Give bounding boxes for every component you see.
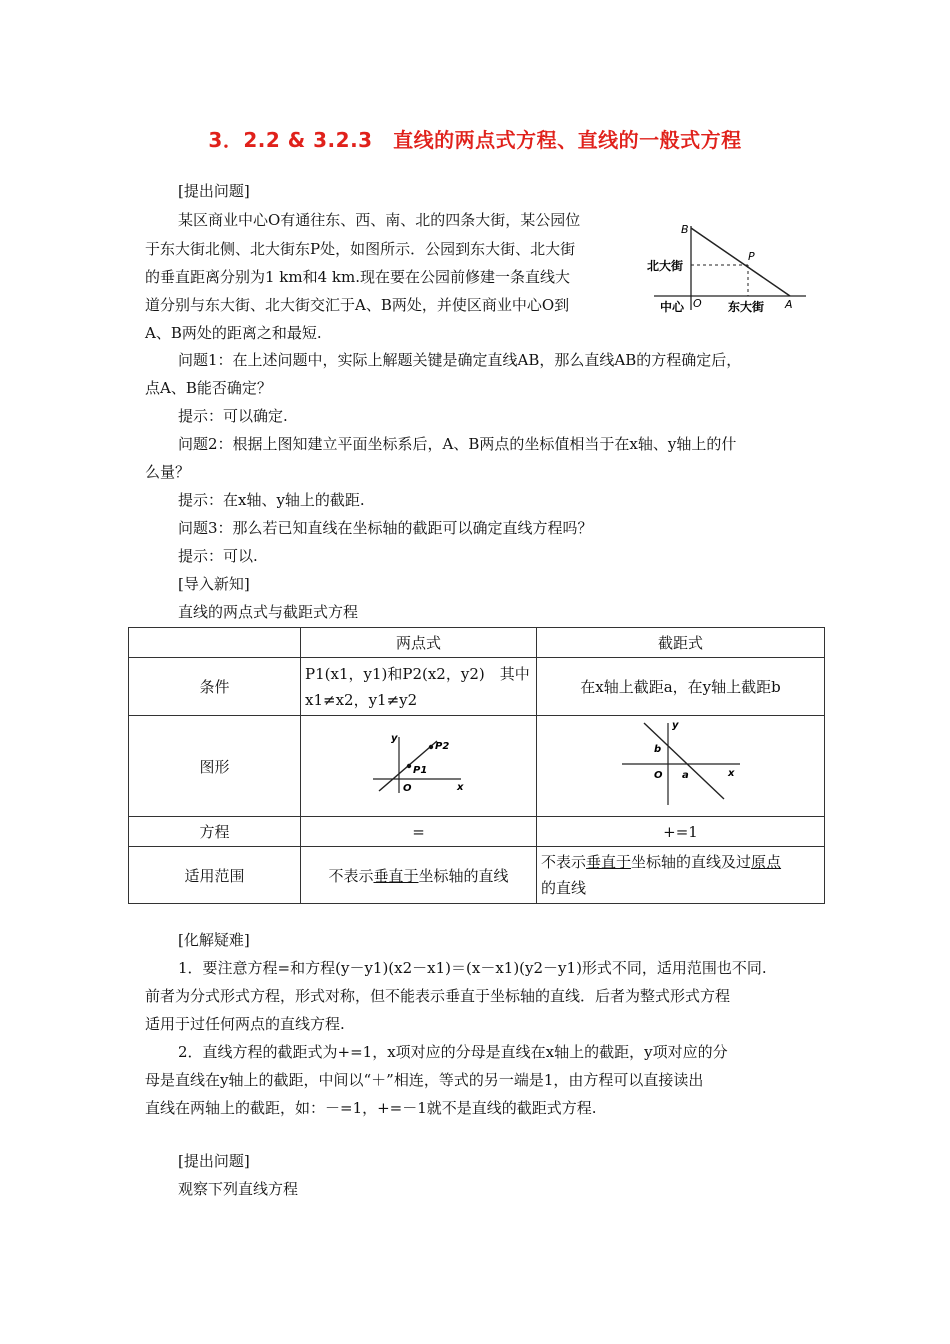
section-heading-new-knowledge: [导入新知] — [178, 575, 250, 593]
tp-label-y: y — [390, 733, 398, 744]
equation-forms-table — [128, 627, 825, 904]
ic-label-b: b — [653, 744, 661, 755]
page-title: 3．2.2 & 3.2.3 直线的两点式方程、直线的一般式方程 — [208, 128, 742, 152]
intro-line: 的垂直距离分别为1 km和4 km.现在要在公园前修建一条直线大 — [145, 268, 571, 286]
street-figure — [644, 218, 814, 318]
note-2-line: 直线在两轴上的截距，如：－=1，+=－1就不是直线的截距式方程. — [145, 1099, 597, 1117]
cell-intercept-condition: 在x轴上截距a，在y轴上截距b — [537, 658, 825, 716]
note-1-line: 1．要注意方程=和方程(y－y1)(x2－x1)＝(x－x1)(y2－y1)形式不同，适用范围也不同. — [178, 959, 767, 977]
intro-line: 某区商业中心O有通往东、西、南、北的四条大街，某公园位 — [178, 211, 581, 229]
ic-scope-text: 不表示 — [541, 853, 587, 871]
ic-line — [644, 723, 724, 799]
ic-label-O: O — [653, 770, 663, 781]
note-1-line: 前者为分式形式方程，形式对称，但不能表示垂直于坐标轴的直线．后者为整式形式方程 — [145, 987, 731, 1005]
label-A: A — [785, 298, 793, 311]
intro-line: 道分别与东大街、北大街交汇于A、B两处，并使区商业中心O到 — [145, 296, 570, 314]
cell-intercept-figure — [537, 716, 825, 817]
cell-intercept-scope — [537, 847, 825, 904]
row-label-equation: 方程 — [129, 817, 301, 847]
intro-line: A、B两处的距离之和最短. — [145, 324, 322, 342]
label-O: O — [693, 297, 702, 310]
tp-label-P1: P1 — [412, 765, 427, 776]
two-point-condition-line1: P1(x1，y1)和P2(x2，y2) 其中 — [305, 664, 530, 683]
row-label-condition: 条件 — [129, 658, 301, 716]
ic-scope-text: 坐标轴的直线及过 — [631, 853, 752, 871]
ic-scope-underlined: 垂直于 — [586, 853, 632, 871]
table-row-equation — [129, 817, 825, 847]
question-2-line: 么量？ — [145, 463, 191, 481]
note-2-line: 母是直线在y轴上的截距，中间以“＋”相连，等式的另一端是1，由方程可以直接读出 — [145, 1071, 704, 1089]
note-1-line: 适用于过任何两点的直线方程. — [145, 1015, 345, 1033]
cell-two-point-scope — [301, 847, 537, 904]
cell-two-point-equation: = — [301, 817, 537, 847]
table-subtitle: 直线的两点式与截距式方程 — [178, 603, 359, 621]
note-2-line: 2．直线方程的截距式为+=1，x项对应的分母是直线在x轴上的截距，y项对应的分 — [178, 1043, 728, 1061]
header-intercept: 截距式 — [537, 628, 825, 658]
section-heading-questions: [提出问题] — [178, 182, 250, 200]
row-label-figure: 图形 — [129, 716, 301, 817]
intro-line: 于东大街北侧、北大街东P处，如图所示．公园到东大街、北大街 — [145, 240, 576, 258]
tp-label-x: x — [456, 782, 463, 793]
ic-scope-underlined: 原点 — [751, 853, 782, 871]
ic-label-a: a — [681, 770, 689, 781]
label-east-street: 东大街 — [728, 300, 765, 314]
cell-two-point-condition — [301, 658, 537, 716]
header-blank — [129, 628, 301, 658]
tp-label-O: O — [402, 783, 412, 794]
question-1-line: 点A、B能否确定？ — [145, 379, 272, 397]
tp-scope-text: 不表示 — [328, 866, 374, 885]
label-B: B — [681, 223, 689, 236]
tp-scope-underlined: 垂直于 — [373, 866, 419, 885]
observe-text: 观察下列直线方程 — [178, 1180, 299, 1198]
line-AB — [691, 228, 790, 296]
hint-3: 提示：可以. — [178, 547, 258, 565]
ic-label-y: y — [671, 720, 679, 731]
intercept-graph — [616, 719, 746, 809]
hint-1: 提示：可以确定. — [178, 407, 288, 425]
table-row-figure — [129, 716, 825, 817]
tp-scope-text: 坐标轴的直线 — [418, 866, 509, 885]
table-row-condition — [129, 658, 825, 716]
two-point-graph — [369, 729, 469, 799]
section-heading-questions-2: [提出问题] — [178, 1152, 250, 1170]
ic-label-x: x — [727, 768, 734, 779]
table-row-scope — [129, 847, 825, 904]
cell-two-point-figure — [301, 716, 537, 817]
label-center: 中心 — [660, 300, 685, 314]
header-two-point: 两点式 — [301, 628, 537, 658]
question-1-line: 问题1：在上述问题中，实际上解题关键是确定直线AB，那么直线AB的方程确定后， — [178, 351, 742, 369]
section-heading-difficulties: [化解疑难] — [178, 931, 250, 949]
tp-label-P2: P2 — [434, 741, 449, 752]
label-P: P — [748, 250, 755, 263]
hint-2: 提示：在x轴、y轴上的截距. — [178, 491, 365, 509]
tp-point-P2 — [428, 745, 432, 749]
ic-scope-line2: 的直线 — [541, 879, 587, 897]
two-point-condition-line2: x1≠x2，y1≠y2 — [305, 690, 418, 709]
question-3: 问题3：那么若已知直线在坐标轴的截距可以确定直线方程吗？ — [178, 519, 593, 537]
question-2-line: 问题2：根据上图知建立平面坐标系后，A、B两点的坐标值相当于在x轴、y轴上的什 — [178, 435, 737, 453]
tp-point-P1 — [406, 764, 410, 768]
row-label-scope: 适用范围 — [129, 847, 301, 904]
table-header-row — [129, 628, 825, 658]
cell-intercept-equation: +=1 — [537, 817, 825, 847]
label-north-street: 北大街 — [647, 259, 684, 273]
